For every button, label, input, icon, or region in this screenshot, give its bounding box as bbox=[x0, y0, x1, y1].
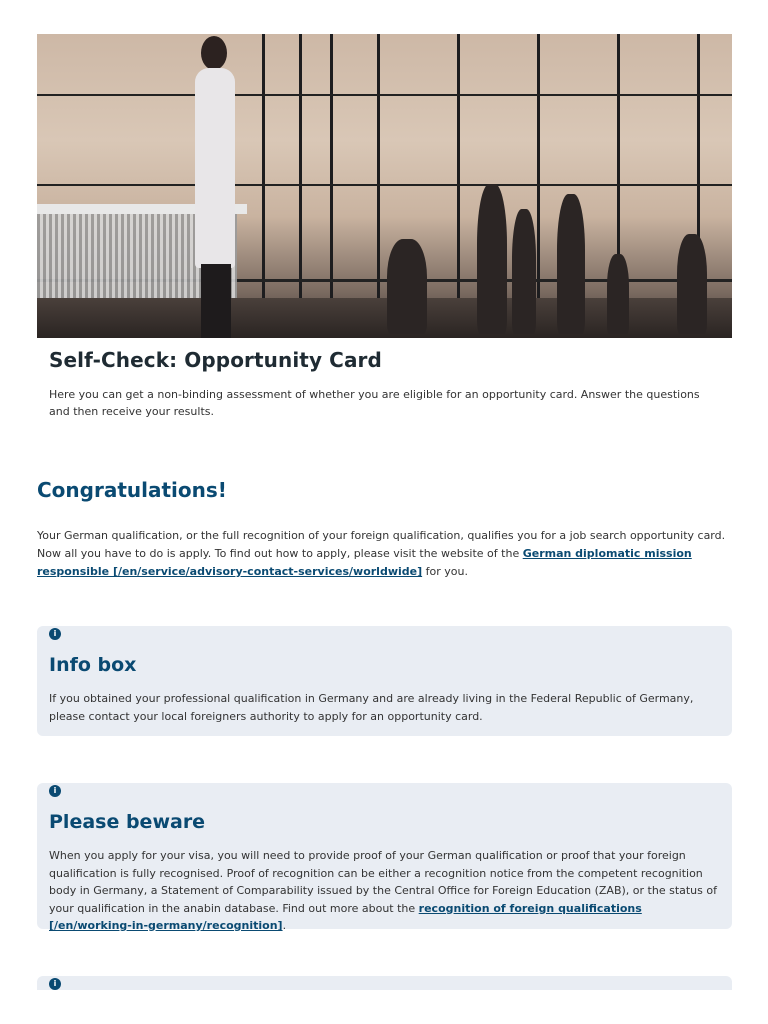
beware-box-heading: Please beware bbox=[49, 811, 206, 833]
page-intro: Here you can get a non-binding assessment of whether you are eligible for an opportunity card. Answer the questions and then receive your results. bbox=[49, 388, 700, 418]
beware-box-text: When you apply for your visa, you will need to provide proof of your German qualification or proof that your foreign qualification is fully recognised. Proof of recognition can be either a recognition notice from the competent recognition body in Germany, a Statement of Comparability issued by the Central Office for Foreign Education (ZAB), or the status of your qualification in the anabin database. Find out more about the recognition of foreign qualifications [/en/working-in-germany/recognition]. bbox=[49, 849, 717, 932]
beware-box bbox=[37, 783, 732, 932]
woman-figure bbox=[177, 34, 247, 338]
recognition-link[interactable]: recognition of foreign qualifications [/en/working-in-germany/recognition] bbox=[49, 901, 642, 932]
page-title: Self-Check: Opportunity Card bbox=[49, 348, 382, 372]
diplomatic-mission-link[interactable]: German diplomatic mission responsible [/en/service/advisory-contact-services/worldwide] bbox=[37, 547, 692, 578]
result-text: Your German qualification, or the full recognition of your foreign qualification, qualifies you for a job search opportunity card. Now all you have to do is apply. To find out how to apply, please visit the website of the German diplomatic mission responsible [/en/service/advisory-contact-services/worldwide] for you. bbox=[37, 529, 726, 578]
next-box bbox=[37, 976, 732, 990]
info-box-heading: Info box bbox=[49, 654, 137, 676]
info-icon: i bbox=[49, 628, 61, 640]
hero-image bbox=[37, 34, 732, 338]
info-icon: i bbox=[49, 785, 61, 797]
info-box bbox=[37, 626, 732, 736]
info-box-text: If you obtained your professional qualification in Germany and are already living in the Federal Republic of Germany, please contact your local foreigners authority to apply for an opportunity card. bbox=[49, 692, 694, 723]
info-icon: i bbox=[49, 978, 61, 990]
result-heading: Congratulations! bbox=[37, 478, 227, 502]
